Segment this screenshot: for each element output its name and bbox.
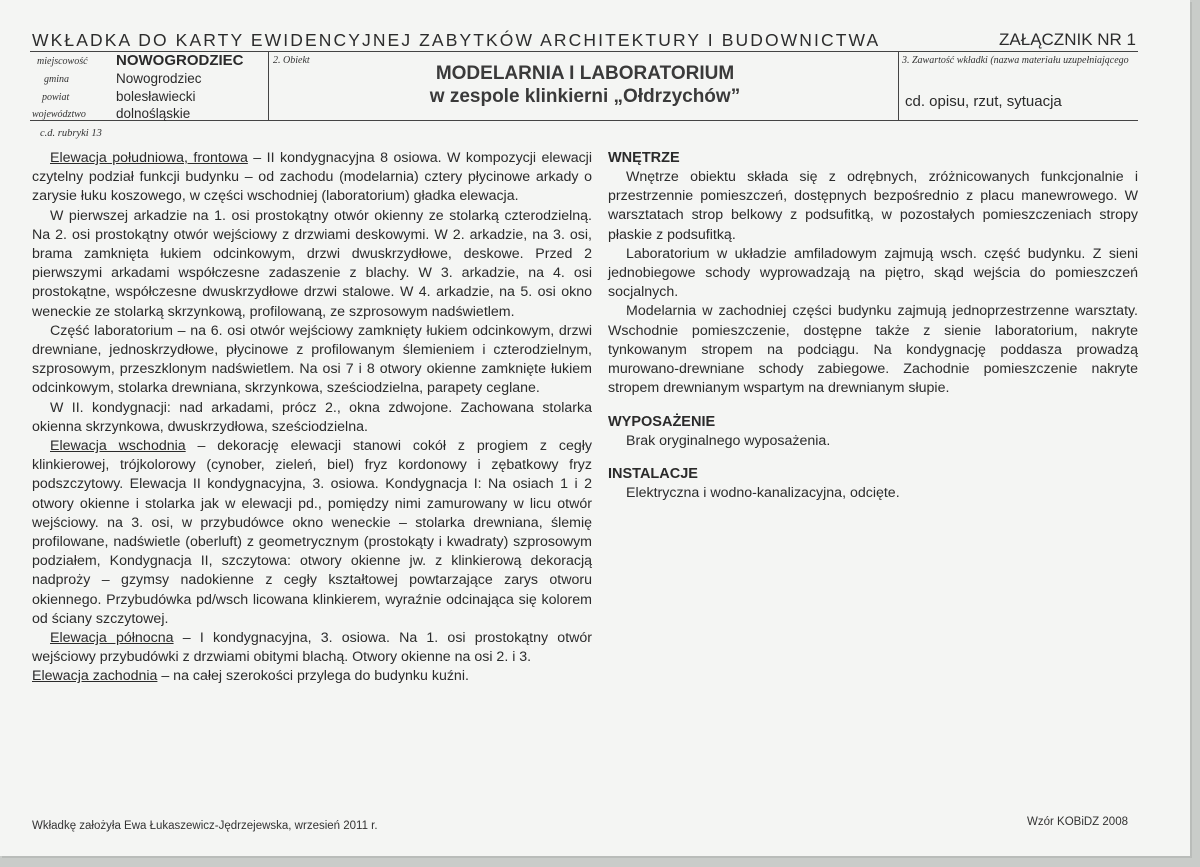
heading-interior: WNĘTRZE <box>608 150 680 166</box>
left-column <box>32 149 592 687</box>
heading-north-elevation: Elewacja północna <box>50 630 174 647</box>
object-title-line2: w zespole klinkierni „Ołdrzychów” <box>429 86 741 107</box>
gmina-label: gmina <box>44 74 69 85</box>
divider <box>30 120 1138 121</box>
annex-number: ZAŁĄCZNIK NR 1 <box>999 30 1136 49</box>
powiat-label: powiat <box>42 92 70 103</box>
right-column <box>608 149 1138 503</box>
insert-content-value: cd. opisu, rzut, sytuacja <box>905 93 1062 110</box>
paragraph: Elektryczna i wodno-kanalizacyjna, odcięte. <box>626 484 900 501</box>
heading-east-elevation: Elewacja wschodnia <box>50 438 186 455</box>
heading-equipment: WYPOSAŻENIE <box>608 414 716 431</box>
paragraph: W pierwszej arkadzie na 1. osi prostokątny otwór okienny ze stolarką czterodzielną. Na 2. osi prostokątny otwór wejściowy z drzwiami deskowymi. W 2. arkadzie, na 3. osi, brama zamknięta łukiem odcinkowym, drzwi dwuskrzydłowe, deskowe. Przed 2 pierwszymi arkadami współczesne zadaszenie z blachy. W 3. arkadzie, na 4. osi prostokątne, współczesne dwuskrzydłowe drzwi stalowe. W 4. arkadzie, na 5. osi okno weneckie ze stolarką skrzynkową, profilowaną, ze szprosowym nadświetlem. <box>32 207 592 320</box>
paragraph: Modelarnia w zachodniej części budynku zajmują jednoprzestrzenne warsztaty. Wschodnie pomieszczenie, dostępne także z sienie laboratorium, nakryte tynkowanym stropem na podciągu. Na kondygnację poddasza prowadzą murowano-drewniane schody zabiegowe. Zachodnie pomieszczenie nakryte stropem drewnianym wspartym na drewnianym słupie. <box>608 303 1138 397</box>
paragraph: Brak oryginalnego wyposażenia. <box>626 433 831 450</box>
paragraph-east-elevation: Elewacja wschodnia – dekorację elewacji stanowi cokół z progiem z cegły klinkierowej, trójkolorowy (cynober, zieleń, biel) fryz kordonowy i zębatkowy fryz podszczytowy. Elewacja II kondygnacyjna, 3. osiowa. Kondygnacja I: Na osiach 1 i 2 otwory okienne i stolarka jak w elewacji pd., pomiędzy nimi zamurowany w licu otwór wejściowy. na 3. osi, w przybudówce okno weneckie – stolarka drewniana, ślemię profilowane, nadświetle (oberluft) z geometrycznym (prostokąty i kwadraty) szprosowym podziałem, Kondygnacja II, szczytowa: otwory okienne jw. z klinkierową dekoracją nadproży – gzymsy nadokienne z cegły kształtowej powtarzające zarys otworu okiennego. Przybudówka pd/wsch licowana klinkierem, wyraźnie odcinająca się kolorem od ściany szczytowej. <box>32 438 592 627</box>
footer-template: Wzór KOBiDZ 2008 <box>1027 816 1128 828</box>
object-title-line1: MODELARNIA I LABORATORIUM <box>435 63 735 84</box>
wojewodztwo-label: województwo <box>32 109 86 120</box>
divider <box>268 51 269 120</box>
object-label: 2. Obiekt <box>273 55 310 66</box>
paragraph: Laboratorium w układzie amfiladowym zajmują wsch. część budynku. Z sieni jednobiegowe schody wyprowadzają na piętro, skąd wejścia do pomieszczeń socjalnych. <box>608 245 1138 301</box>
footer-author: Wkładkę założyła Ewa Łukaszewicz-Jędrzejewska, wrzesień 2011 r. <box>32 820 378 832</box>
insert-content-label: 3. Zawartość wkładki (nazwa materiału uzupełniającego <box>902 55 1129 66</box>
wojewodztwo-value: dolnośląskie <box>116 106 191 121</box>
heading-west-elevation: Elewacja zachodnia <box>32 668 158 685</box>
paragraph-north-elevation: Elewacja północna – I kondygnacyjna, 3. osiowa. Na 1. osi prostokątny otwór wejściowy przybudówki z drzwiami obitymi blachą. Otwory okienne na osi 2. i 3. <box>32 630 592 666</box>
miejscowosc-value: NOWOGRODZIEC <box>116 52 244 69</box>
powiat-value: bolesławiecki <box>116 89 196 104</box>
gmina-value: Nowogrodziec <box>116 71 202 86</box>
spacer <box>608 398 1138 413</box>
continuation-label: c.d. rubryki 13 <box>40 128 102 139</box>
heading-south-elevation: Elewacja południowa, frontowa <box>50 150 248 166</box>
paragraph: W II. kondygnacji: nad arkadami, prócz 2., okna zdwojone. Zachowana stolarka okienna skrzynkowa, dwuskrzydłowa, sześciodzielna. <box>32 399 592 435</box>
paragraph-south-elevation: Elewacja południowa, frontowa – II kondygnacyjna 8 osiowa. W kompozycji elewacji czytelny podział funkcji budynku – od zachodu (modelarnia) cztery płycinowe arkady o zarysie łuku koszowego, w części wschodniej (laboratorium) gładka elewacja. <box>32 150 592 205</box>
object-title <box>270 62 900 108</box>
paragraph: Wnętrze obiektu składa się z odrębnych, zróżnicowanych funkcjonalnie i przestrzennie pomieszczeń, dostępnych bezpośrednio z placu manewrowego. W warsztatach strop belkowy z podsufitką, w pozostałych pomieszczeniach stropy płaskie z podsufitką. <box>608 169 1138 243</box>
form-title: WKŁADKA DO KARTY EWIDENCYJNEJ ZABYTKÓW ARCHITEKTURY I BUDOWNICTWA <box>32 30 881 50</box>
spacer <box>608 452 1138 465</box>
heading-installations: INSTALACJE <box>608 465 698 482</box>
miejscowosc-label: miejscowość <box>37 56 88 67</box>
paragraph-west-elevation: Elewacja zachodnia – na całej szerokości przylega do budynku kuźni. <box>32 668 469 685</box>
paragraph: Część laboratorium – na 6. osi otwór wejściowy zamknięty łukiem odcinkowym, drzwi drewniane, jednoskrzydłowe, płycinowe z profilowanym ślemieniem i czterodzielnym, szprosowym, przeszklonym nadświetlem. Na osi 7 i 8 otwory okienne zamknięte łukiem odcinkowym, stolarka drewniana, skrzynkowa, sześciodzielna, parapety ceglane. <box>32 322 592 397</box>
